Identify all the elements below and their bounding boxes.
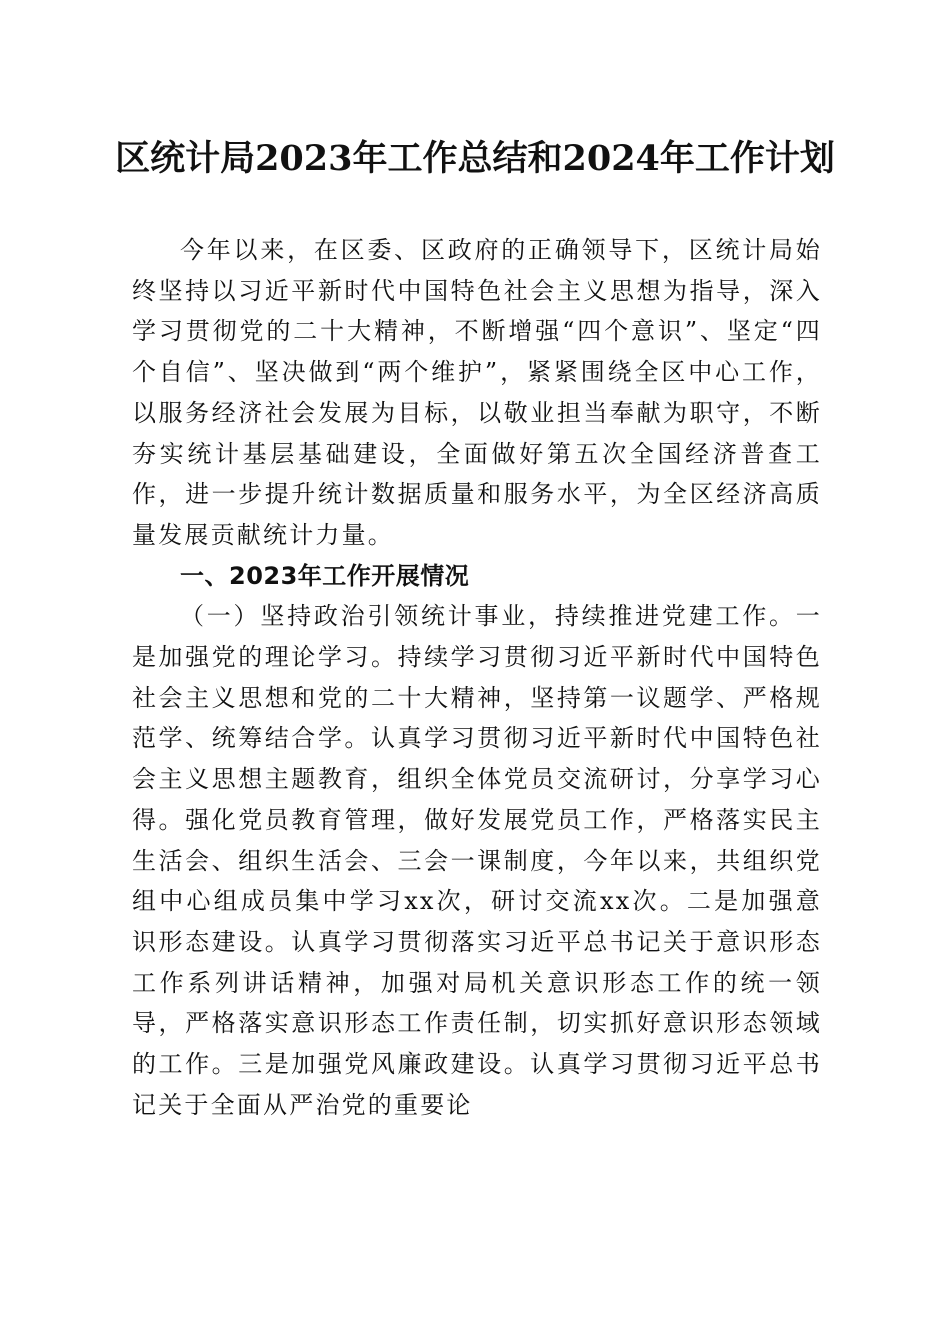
subsection-paragraph (132, 596, 822, 1125)
section-heading: 一、2023年工作开展情况 (180, 561, 470, 590)
document-body (132, 230, 822, 1125)
intro-paragraph: 今年以来，在区委、区政府的正确领导下，区统计局始终坚持以习近平新时代中国特色社会主义思想为指导，深入学习贯彻党的二十大精神，不断增强“四个意识”、坚定“四个自信”、坚决做到“两个维护”，紧紧围绕全区中心工作，以服务经济社会发展为目标，以敬业担当奉献为职守，不断夯实统计基层基础建设，全面做好第五次全国经济普查工作，进一步提升统计数据质量和服务水平，为全区经济高质量发展贡献统计力量。 (132, 236, 822, 549)
document-title: 区统计局2023年工作总结和2024年工作计划 (115, 138, 835, 179)
subsection-body: 一是加强党的理论学习。持续学习贯彻习近平新时代中国特色社会主义思想和党的二十大精神，坚持第一议题学、严格规范学、统筹结合学。认真学习贯彻习近平新时代中国特色社会主义思想主题教育，组织全体党员交流研讨，分享学习心得。强化党员教育管理，做好发展党员工作，严格落实民主生活会、组织生活会、三会一课制度，今年以来，共组织党组中心组成员集中学习xx次，研讨交流xx次。二是加强意识形态建设。认真学习贯彻落实习近平总书记关于意识形态工作系列讲话精神，加强对局机关意识形态工作的统一领导，严格落实意识形态工作责任制，切实抓好意识形态领域的工作。三是加强党风廉政建设。认真学习贯彻习近平总书记关于全面从严治党的重要论 (132, 602, 822, 1119)
subsection-heading: （一）坚持政治引领统计事业，持续推进党建工作。 (180, 602, 796, 631)
